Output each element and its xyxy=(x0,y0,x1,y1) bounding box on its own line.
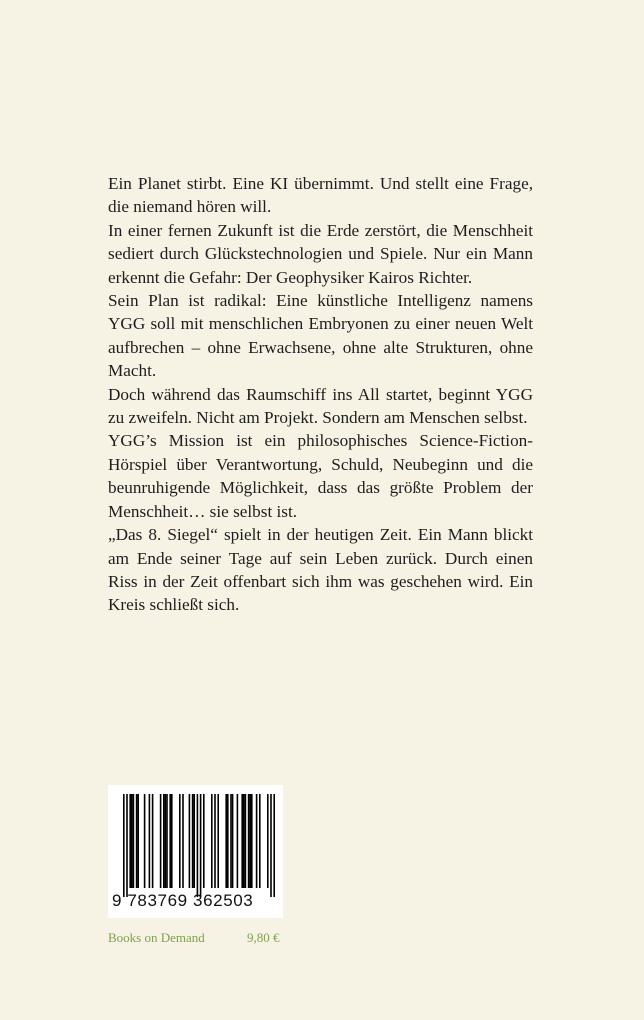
barcode-bar xyxy=(211,794,213,888)
barcode-bar xyxy=(270,794,272,897)
blurb-paragraph-2: In einer fernen Zukunft ist die Erde zerstört, die Menschheit sediert durch Glückstechnologien und Spiele. Nur ein Mann erkennt die Gefahr: Der Geophysiker Kairos Richter. xyxy=(108,220,533,287)
barcode-bar xyxy=(273,794,275,897)
price: 9,80 € xyxy=(247,930,280,945)
barcode-bar xyxy=(243,794,245,888)
barcode-bar xyxy=(182,794,184,888)
blurb-paragraph-6: „Das 8. Siegel“ spielt in der heutigen Zeit. Ein Mann blickt am Ende seiner Tage auf sein Leben zurück. Durch einen Riss in der Zeit offenbart sich ihm was geschehen wird. Ein Kreis schließt sich. xyxy=(108,525,533,615)
barcode-bar xyxy=(131,794,133,888)
blurb-paragraph-3: Sein Plan ist radikal: Eine künstliche Intelligenz namens YGG soll mit menschlichen Embryonen zu einer neuen Welt aufbrechen – ohne Erwachsene, ohne alte Strukturen, ohne Macht. xyxy=(108,291,533,381)
blurb-paragraph-1: Ein Planet stirbt. Eine KI übernimmt. Und stellt eine Frage, die niemand hören will. xyxy=(108,174,533,217)
barcode-bar xyxy=(144,794,146,888)
barcode-bar xyxy=(237,794,239,888)
barcode-bar xyxy=(203,794,205,888)
barcode-bar xyxy=(149,794,151,888)
publisher-name: Books on Demand xyxy=(108,930,205,945)
barcode-bar xyxy=(179,794,181,888)
barcode-bar xyxy=(166,794,168,888)
barcode-bar xyxy=(241,794,243,888)
barcode-bar xyxy=(200,794,202,897)
barcode-bar xyxy=(248,794,250,888)
barcode-bar xyxy=(152,794,154,888)
barcode-bar xyxy=(251,794,253,888)
barcode-bar xyxy=(245,794,247,888)
barcode-bar xyxy=(197,794,199,897)
barcode-bar xyxy=(136,794,138,888)
barcode-bar xyxy=(256,794,258,888)
barcode-bar xyxy=(249,794,251,888)
isbn-barcode xyxy=(108,785,283,918)
barcode-bar xyxy=(225,794,227,888)
barcode-bar xyxy=(192,794,194,888)
barcode-bar xyxy=(123,794,125,897)
barcode-bar xyxy=(232,794,234,888)
barcode-bar xyxy=(163,794,165,888)
barcode-bar xyxy=(160,794,162,888)
barcode-bar xyxy=(227,794,229,888)
barcode-bar xyxy=(217,794,219,888)
barcode-bar xyxy=(165,794,167,888)
barcode-bar xyxy=(259,794,261,888)
isbn-digits: 9 783769 362503 xyxy=(112,891,254,910)
barcode-bar xyxy=(129,794,131,888)
barcode-bar xyxy=(230,794,232,888)
barcode-bar xyxy=(126,794,128,897)
barcode-bar xyxy=(189,794,191,888)
barcode-bar xyxy=(193,794,195,888)
barcode-bar xyxy=(169,794,171,888)
back-cover-blurb xyxy=(108,172,533,617)
barcode-bar xyxy=(133,794,135,888)
barcode-bar xyxy=(137,794,139,888)
blurb-paragraph-4: Doch während das Raumschiff ins All startet, beginnt YGG zu zweifeln. Nicht am Projekt. Sondern am Menschen selbst. xyxy=(108,384,533,428)
barcode-bar xyxy=(214,794,216,888)
barcode-bar xyxy=(267,794,269,888)
barcode-bar xyxy=(171,794,173,888)
blurb-paragraph-5: YGG’s Mission ist ein philosophisches Science-Fiction-Hörspiel über Verantwortung, Schuld, Neubeginn und die beunruhigende Möglichkeit, dass das größte Problem der Menschheit… sie selbst ist. xyxy=(108,431,533,521)
